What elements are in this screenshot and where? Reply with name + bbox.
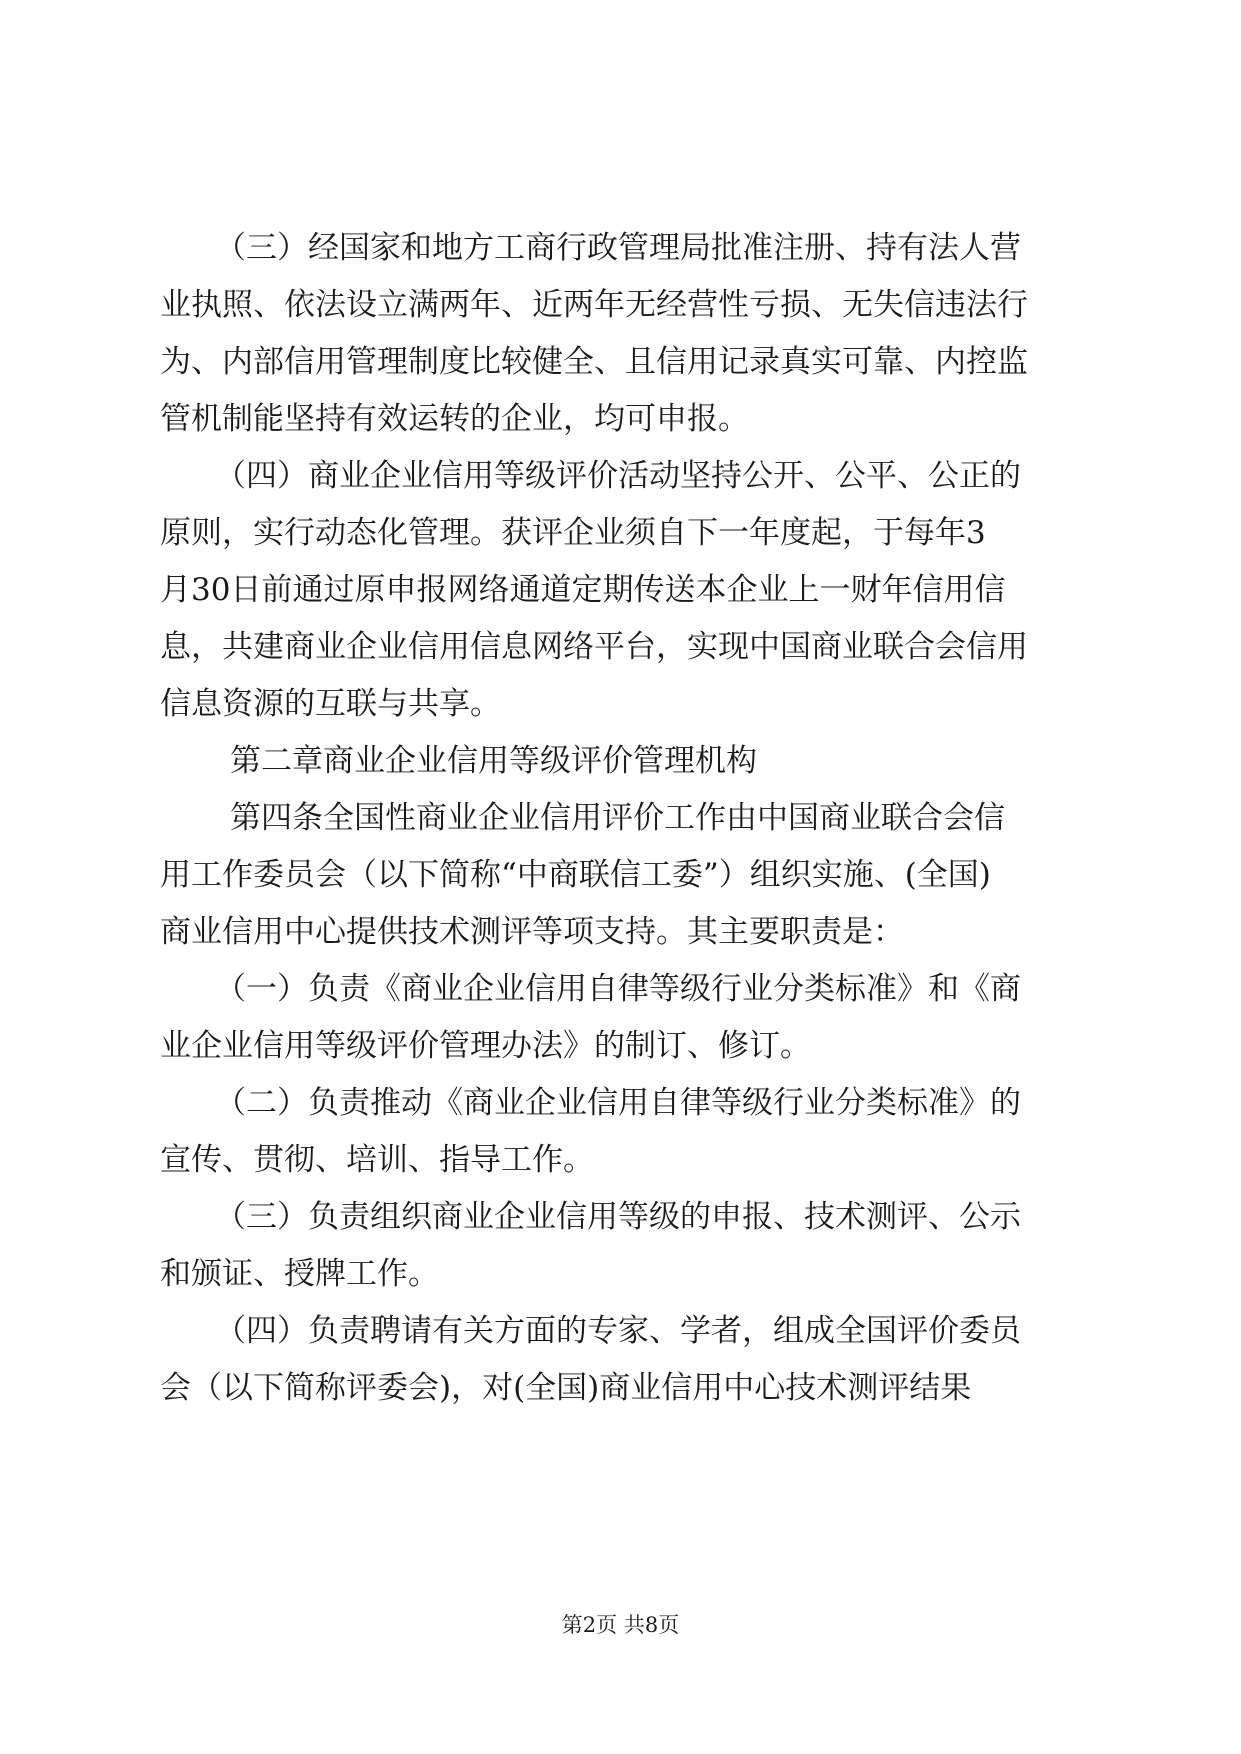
line-text: 会（以下简称评委会)，对(全国)商业信用中心技术测评结果 xyxy=(160,1370,972,1406)
line-text: （二）负责推动《商业企业信用自律等级行业分类标准》的 xyxy=(215,1085,1021,1121)
text-line xyxy=(0,788,1241,848)
text-line xyxy=(0,446,1241,506)
line-text: （一）负责《商业企业信用自律等级行业分类标准》和《商 xyxy=(215,971,1021,1007)
text-line xyxy=(0,503,1241,563)
text-line xyxy=(0,1187,1241,1247)
line-text: （四）商业企业信用等级评价活动坚持公开、公平、公正的 xyxy=(215,458,1021,494)
line-text: 和颁证、授牌工作。 xyxy=(160,1256,439,1292)
line-text: （四）负责聘请有关方面的专家、学者，组成全国评价委员 xyxy=(215,1313,1021,1349)
line-text: 商业信用中心提供技术测评等项支持。其主要职责是： xyxy=(160,914,904,950)
text-line xyxy=(0,617,1241,677)
line-text: 第四条全国性商业企业信用评价工作由中国商业联合会信 xyxy=(230,800,1005,836)
text-line xyxy=(0,902,1241,962)
line-text: 第二章商业企业信用等级评价管理机构 xyxy=(230,743,757,779)
text-line xyxy=(0,1073,1241,1133)
text-line xyxy=(0,674,1241,734)
text-line xyxy=(0,389,1241,449)
line-text: 业企业信用等级评价管理办法》的制订、修订。 xyxy=(160,1028,811,1064)
text-line xyxy=(0,959,1241,1019)
text-line xyxy=(0,1358,1241,1418)
text-line xyxy=(0,1301,1241,1361)
line-text: 为、内部信用管理制度比较健全、且信用记录真实可靠、内控监 xyxy=(160,344,1028,380)
text-line xyxy=(0,275,1241,335)
line-text: 管机制能坚持有效运转的企业，均可申报。 xyxy=(160,401,749,437)
page-number: 第2页 共8页 xyxy=(561,1613,680,1637)
line-text: 用工作委员会（以下简称“中商联信工委”）组织实施、(全国) xyxy=(160,857,991,893)
line-text: 月30日前通过原申报网络通道定期传送本企业上一财年信用信 xyxy=(160,572,1006,608)
line-text: 宣传、贯彻、培训、指导工作。 xyxy=(160,1142,594,1178)
line-text: 原则，实行动态化管理。获评企业须自下一年度起，于每年3 xyxy=(160,515,986,551)
line-text: （三）经国家和地方工商行政管理局批准注册、持有法人营 xyxy=(215,230,1021,266)
section-heading xyxy=(0,731,1241,791)
line-text: 业执照、依法设立满两年、近两年无经营性亏损、无失信违法行 xyxy=(160,287,1028,323)
line-text: （三）负责组织商业企业信用等级的申报、技术测评、公示 xyxy=(215,1199,1021,1235)
text-line xyxy=(0,560,1241,620)
text-line xyxy=(0,1016,1241,1076)
text-line xyxy=(0,1130,1241,1190)
text-line xyxy=(0,218,1241,278)
text-line xyxy=(0,845,1241,905)
text-line xyxy=(0,1244,1241,1304)
line-text: 息，共建商业企业信用信息网络平台，实现中国商业联合会信用 xyxy=(160,629,1028,665)
text-line xyxy=(0,332,1241,392)
line-text: 信息资源的互联与共享。 xyxy=(160,686,501,722)
